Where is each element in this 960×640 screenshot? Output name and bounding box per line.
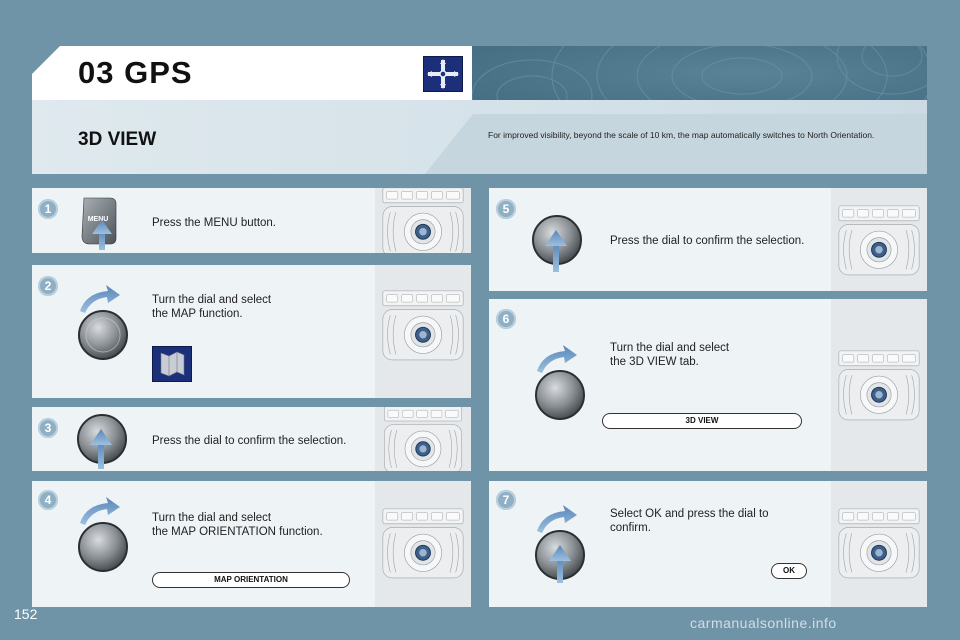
step-1-badge: 1 — [38, 199, 58, 219]
rotary-dial-icon — [529, 505, 589, 590]
rotate-arrow-icon — [537, 345, 577, 373]
step-7-panel — [489, 481, 927, 607]
step-1-panel — [32, 188, 471, 253]
menu-button-label: MENU — [87, 216, 109, 223]
step-3-badge: 3 — [38, 418, 58, 438]
step-4-panel — [32, 481, 471, 607]
control-panel-image — [375, 188, 471, 253]
rotate-arrow-icon — [80, 497, 120, 525]
watermark: carmanualsonline.info — [690, 615, 837, 631]
step-5-badge: 5 — [496, 199, 516, 219]
page-subtitle: 3D VIEW — [78, 129, 157, 150]
step-7-badge: 7 — [496, 490, 516, 510]
step-4-badge: 4 — [38, 490, 58, 510]
3d-view-tab-option: 3D VIEW — [602, 413, 802, 429]
header-note-area — [425, 114, 927, 174]
control-panel-image — [831, 188, 927, 291]
section-number: 03 — [78, 55, 115, 90]
rotate-arrow-icon — [537, 505, 577, 533]
control-panel-image — [831, 299, 927, 471]
step-2-text: Turn the dial and select the MAP function. — [152, 294, 272, 320]
step-6-badge: 6 — [496, 309, 516, 329]
rotary-dial-icon — [76, 411, 132, 476]
menu-button-icon — [78, 194, 118, 257]
gps-crosshair-icon — [423, 56, 463, 92]
step-6-text: Turn the dial and select the 3D VIEW tab. — [610, 342, 730, 368]
step-1-text: Press the MENU button. — [152, 217, 276, 229]
page-title — [78, 55, 193, 91]
step-7-text: Select OK and press the dial to confirm. — [610, 508, 769, 534]
page-number: 152 — [14, 606, 38, 622]
map-orientation-option: MAP ORIENTATION — [152, 572, 350, 588]
map-icon — [152, 346, 192, 382]
step-2-panel — [32, 265, 471, 398]
control-panel-image — [375, 481, 471, 607]
step-3-panel — [32, 407, 471, 471]
ok-option: OK — [771, 563, 807, 579]
step-2-badge: 2 — [38, 276, 58, 296]
step-5-text: Press the dial to confirm the selection. — [610, 235, 805, 247]
section-title: GPS — [124, 55, 193, 90]
rotary-dial-icon — [72, 497, 132, 582]
step-3-text: Press the dial to confirm the selection. — [152, 435, 347, 447]
rotary-dial-icon — [529, 345, 589, 430]
rotary-dial-icon — [72, 285, 132, 370]
info-note: For improved visibility, beyond the scale of 10 km, the map automatically switches to North Orientation. — [488, 130, 875, 140]
step-6-panel — [489, 299, 927, 471]
rotary-dial-icon — [531, 212, 587, 279]
step-4-text: Turn the dial and select the MAP ORIENTATION function. — [152, 512, 323, 538]
step-5-panel — [489, 188, 927, 291]
control-panel-image — [375, 407, 471, 471]
control-panel-image — [375, 265, 471, 398]
rotate-arrow-icon — [80, 285, 120, 313]
control-panel-image — [831, 481, 927, 607]
